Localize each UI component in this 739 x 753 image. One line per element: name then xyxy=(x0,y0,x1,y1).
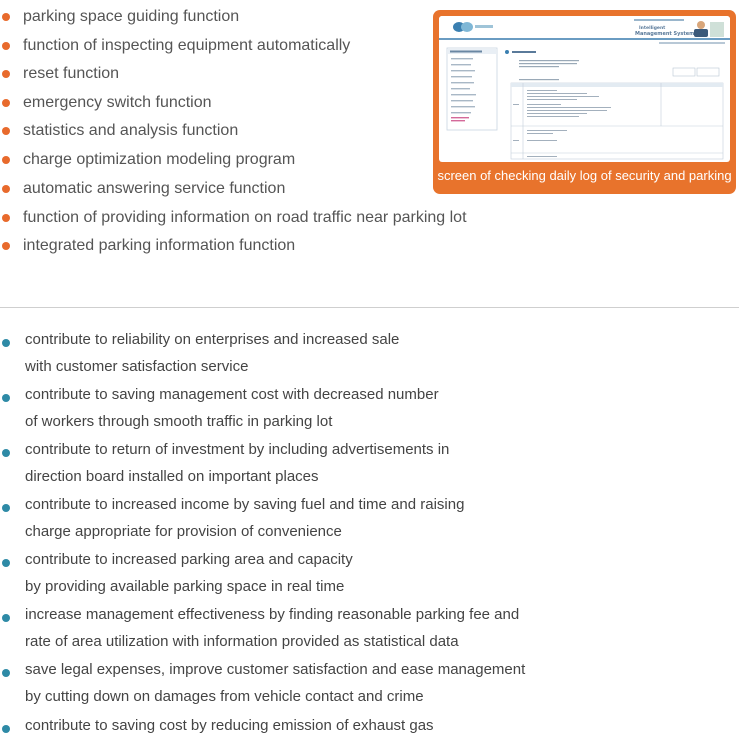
feature-item xyxy=(0,119,238,143)
bullet-icon xyxy=(2,42,10,50)
benefit-line: by providing available parking space in real time xyxy=(25,578,345,595)
benefit-line: contribute to return of investment by including advertisements in xyxy=(25,441,450,458)
benefit-line: contribute to reliability on enterprises and increased sale xyxy=(25,331,400,348)
bullet-icon xyxy=(2,559,10,567)
benefit-line: direction board installed on important places xyxy=(25,468,319,485)
feature-label: charge optimization modeling program xyxy=(23,151,296,168)
feature-label: emergency switch function xyxy=(23,94,212,111)
bullet-icon xyxy=(2,70,10,78)
feature-item xyxy=(0,5,239,29)
benefit-line: contribute to saving management cost with decreased number xyxy=(25,386,439,403)
bullet-icon xyxy=(2,339,10,347)
benefit-line: contribute to saving cost by reducing emission of exhaust gas xyxy=(25,717,434,734)
section-divider xyxy=(0,307,739,308)
svg-text:Management System: Management System xyxy=(635,31,695,37)
feature-item xyxy=(0,91,212,115)
bullet-icon xyxy=(2,127,10,135)
feature-item xyxy=(0,34,350,58)
bullet-icon xyxy=(2,214,10,222)
benefit-line: rate of area utilization with information provided as statistical data xyxy=(25,633,459,650)
bullet-icon xyxy=(2,725,10,733)
benefit-line: contribute to increased parking area and capacity xyxy=(25,551,353,568)
benefit-line: contribute to increased income by saving fuel and time and raising xyxy=(25,496,465,513)
screenshot-image xyxy=(439,16,730,162)
feature-item xyxy=(0,206,467,230)
feature-label: automatic answering service function xyxy=(23,180,286,197)
feature-label: function of providing information on road traffic near parking lot xyxy=(23,209,467,226)
bullet-icon xyxy=(2,614,10,622)
bullet-icon xyxy=(2,13,10,21)
benefit-line: save legal expenses, improve customer satisfaction and ease management xyxy=(25,661,526,678)
feature-item xyxy=(0,177,285,201)
feature-label: reset function xyxy=(23,65,120,82)
bullet-icon xyxy=(2,242,10,250)
feature-item xyxy=(0,234,295,258)
bullet-icon xyxy=(2,669,10,677)
benefit-line: of workers through smooth traffic in parking lot xyxy=(25,413,333,430)
feature-label: statistics and analysis function xyxy=(23,122,239,139)
benefit-line: charge appropriate for provision of convenience xyxy=(25,523,342,540)
bullet-icon xyxy=(2,185,10,193)
benefit-line: by cutting down on damages from vehicle contact and crime xyxy=(25,688,424,705)
feature-label: parking space guiding function xyxy=(23,8,240,25)
screenshot-caption: screen of checking daily log of security and parking xyxy=(437,168,732,183)
feature-item xyxy=(0,148,295,172)
benefit-line: increase management effectiveness by finding reasonable parking fee and xyxy=(25,606,520,623)
screenshot-card xyxy=(433,10,736,194)
bullet-icon xyxy=(2,156,10,164)
bullet-icon xyxy=(2,99,10,107)
bullet-icon xyxy=(2,504,10,512)
bullet-icon xyxy=(2,449,10,457)
feature-item xyxy=(0,62,119,86)
svg-text:Intelligent: Intelligent xyxy=(639,26,666,31)
bullet-icon xyxy=(2,394,10,402)
feature-label: integrated parking information function xyxy=(23,237,296,254)
feature-label: function of inspecting equipment automatically xyxy=(23,37,351,54)
benefit-line: with customer satisfaction service xyxy=(25,358,249,375)
